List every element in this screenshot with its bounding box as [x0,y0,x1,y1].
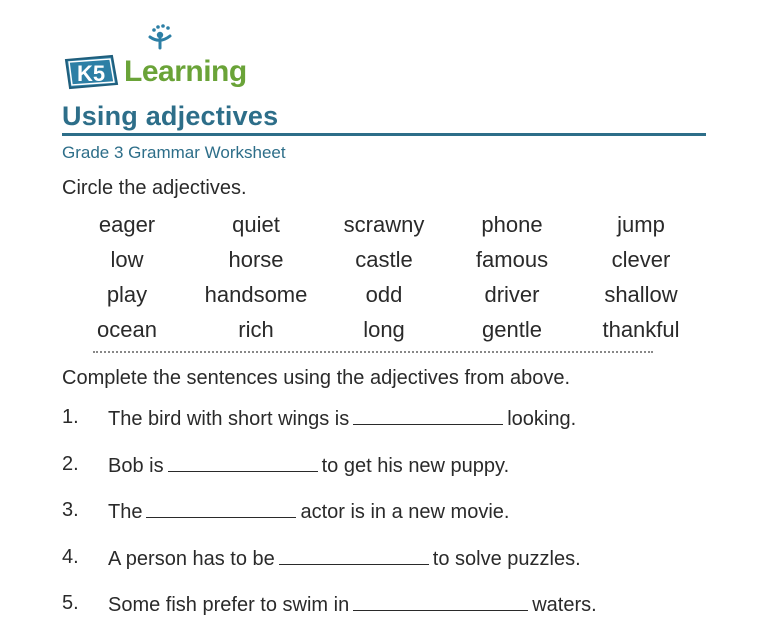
word-item: long [363,316,405,342]
sentence-before: Bob is [108,454,164,477]
worksheet-title: Using adjectives [62,101,279,131]
word-item: eager [98,211,156,237]
word-item: low [110,246,144,272]
word-item: driver [484,281,540,307]
word-item: handsome [204,281,308,307]
sentence-number: 4. [62,545,79,568]
answer-blank[interactable] [279,546,429,565]
complete-instruction: Complete the sentences using the adjectives from above. [62,367,571,389]
sentence-before: The bird with short wings is [108,408,350,430]
circle-instruction: Circle the adjectives. [62,177,247,199]
sentence-number: 2. [62,452,79,475]
word-item: shallow [604,281,678,307]
answer-blank[interactable] [353,406,503,425]
word-row [62,242,706,277]
sentence-list [62,398,722,631]
sentence-before: The [108,501,143,523]
word-item: jump [617,211,665,237]
sentence-after: to get his new puppy. [321,454,510,477]
word-item: play [106,281,148,307]
word-item: castle [355,246,413,272]
word-item: rich [238,316,274,342]
word-row [62,277,706,312]
word-item: quiet [232,211,280,237]
section-divider [93,351,653,353]
word-item: ocean [97,316,157,342]
sentence-item [62,538,722,585]
answer-blank[interactable] [168,453,318,472]
word-row [62,312,706,347]
logo-wordmark: Learning [124,55,247,88]
sentence-after: looking. [507,408,577,430]
word-item: clever [611,246,671,272]
sentence-number: 3. [62,499,79,521]
logo-figure-icon [144,24,176,59]
word-item: odd [365,281,403,307]
word-item: gentle [482,316,542,342]
worksheet-subtitle: Grade 3 Grammar Worksheet [62,143,286,162]
answer-blank[interactable] [353,592,528,611]
sentence-item [62,398,722,445]
word-grid [62,207,706,347]
sentence-after: to solve puzzles. [432,547,581,570]
sentence-before: A person has to be [108,547,275,570]
word-item: famous [475,246,549,272]
answer-blank[interactable] [146,499,296,518]
sentence-before: Some fish prefer to swim in [108,594,350,616]
k5-learning-logo [62,42,247,90]
word-item: horse [228,246,284,272]
sentence-after: waters. [532,594,597,616]
word-item: phone [481,211,543,237]
sentence-number: 1. [62,406,79,428]
sentence-item [62,445,722,492]
word-item: scrawny [343,211,425,237]
k5-badge-icon [62,54,120,90]
sentence-after: actor is in a new movie. [300,501,510,523]
sentence-number: 5. [62,592,79,614]
logo-badge-text: K5 [76,61,106,86]
sentence-item [62,491,722,538]
word-item: thankful [602,316,680,342]
sentence-item [62,584,722,631]
title-underline [62,133,706,136]
word-row [62,207,706,242]
